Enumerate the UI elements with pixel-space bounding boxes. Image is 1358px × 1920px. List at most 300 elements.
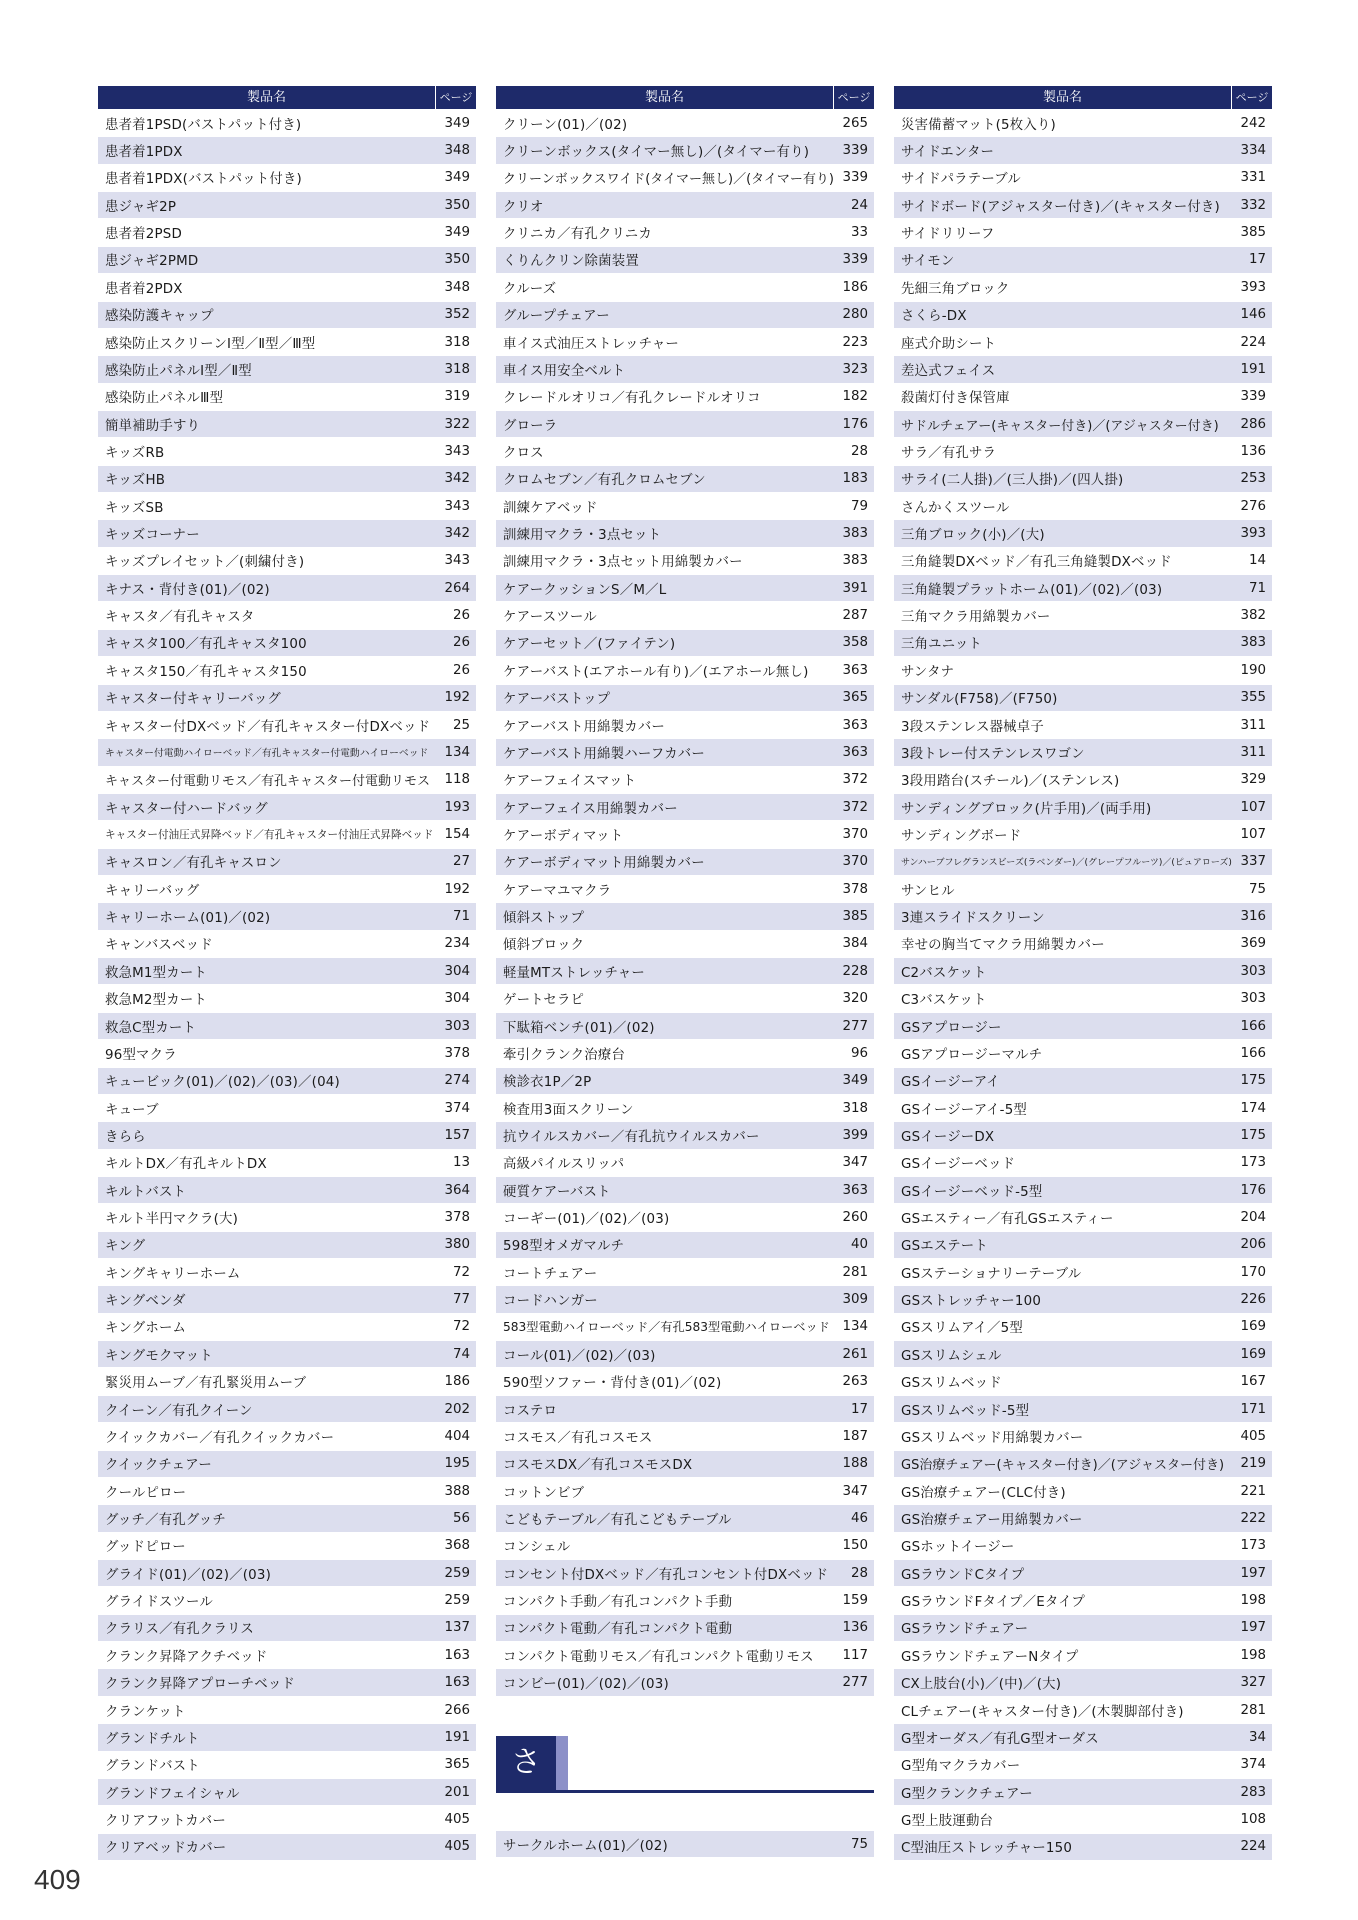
table-row [98, 1150, 476, 1177]
table-row [98, 1478, 476, 1505]
table-row [98, 849, 476, 876]
product-page: 26 [452, 635, 470, 651]
product-name: サンディングボード [901, 829, 1022, 844]
product-name: クリーンボックス(タイマー無し)／(タイマー有り) [503, 145, 810, 161]
table-row [496, 1505, 874, 1532]
product-page: 378 [444, 1045, 470, 1061]
table-row [894, 466, 1272, 493]
page-number: 409 [34, 1864, 81, 1895]
product-page: 96 [850, 1045, 868, 1061]
product-name: ケアーバスト用綿製ハーフカバー [503, 746, 705, 762]
product-page: 264 [444, 580, 470, 596]
product-name: 感染防止スクリーンⅠ型／Ⅱ型／Ⅲ型 [105, 336, 316, 352]
product-page: 309 [842, 1292, 868, 1308]
product-name: キルトバスト [105, 1184, 187, 1200]
product-page: 191 [444, 1729, 470, 1745]
product-page: 198 [1240, 1647, 1266, 1663]
product-name: グランドバスト [105, 1759, 200, 1775]
product-page: 274 [444, 1073, 470, 1089]
product-page: 352 [444, 307, 470, 323]
product-name: 96型マクラ [105, 1047, 177, 1063]
product-name: さんかくスツール [901, 500, 1010, 516]
product-page: 372 [842, 772, 868, 788]
product-page: 187 [842, 1428, 868, 1444]
table-row [894, 821, 1272, 848]
product-page: 146 [1240, 307, 1266, 323]
table-row [496, 958, 874, 985]
section-heading-sa [496, 1736, 874, 1792]
product-name: G型オーダス／有孔G型オーダス [901, 1731, 1099, 1747]
product-page: 157 [444, 1127, 470, 1143]
product-name: キャスタ100／有孔キャスタ100 [105, 637, 307, 653]
product-name: グランドフェイシャル [105, 1786, 240, 1802]
product-name: 災害備蓄マット(5枚入り) [901, 117, 1056, 133]
product-name: G型上肢運動台 [901, 1813, 994, 1829]
product-page: 175 [1240, 1073, 1266, 1089]
product-name: 患者着1PSD(バストパット付き) [105, 117, 302, 133]
table-row [894, 712, 1272, 739]
product-page: 287 [842, 608, 868, 624]
product-name: サラ／有孔サラ [901, 445, 997, 461]
product-name: 患ジャギ2PMD [105, 254, 199, 270]
product-name: GSスリムシェル [901, 1348, 1002, 1364]
product-page: 108 [1240, 1811, 1266, 1827]
table-row [894, 493, 1272, 520]
table-row [98, 1724, 476, 1751]
table-row [894, 1122, 1272, 1149]
product-page: 363 [842, 1182, 868, 1198]
product-page: 339 [1240, 389, 1266, 405]
table-row [98, 1286, 476, 1313]
product-name: コンパクト電動リモス／有孔コンパクト電動リモス [503, 1649, 814, 1665]
product-page: 40 [850, 1237, 868, 1253]
product-name: サライ(二人掛)／(三人掛)／(四人掛) [901, 473, 1124, 489]
product-name: 三角ユニット [901, 637, 983, 653]
product-page: 322 [444, 416, 470, 432]
product-page: 166 [1240, 1018, 1266, 1034]
table-row [496, 821, 874, 848]
product-name: コットンビブ [503, 1485, 585, 1501]
product-page: 261 [842, 1346, 868, 1362]
product-page: 343 [444, 498, 470, 514]
table-row [98, 931, 476, 958]
product-name: ゲートセラピ [503, 993, 585, 1009]
table-row [894, 1095, 1272, 1122]
product-page: 107 [1240, 827, 1266, 842]
product-page: 350 [444, 197, 470, 213]
index-rows [98, 110, 476, 1861]
table-row [98, 219, 476, 246]
product-name: 差込式フェイス [901, 363, 996, 379]
product-page: 163 [444, 1647, 470, 1663]
table-row [496, 986, 874, 1013]
table-row [894, 1177, 1272, 1204]
product-name: 救急M1型カート [105, 965, 208, 981]
product-page: 374 [1240, 1757, 1266, 1773]
table-row [98, 1423, 476, 1450]
table-row [98, 1095, 476, 1122]
product-name: GSエスティー／有孔GSエスティー [901, 1212, 1114, 1228]
product-page: 370 [842, 827, 868, 842]
product-page: 188 [842, 1456, 868, 1472]
product-page: 204 [1240, 1210, 1266, 1226]
product-page: 222 [1240, 1510, 1266, 1526]
table-row [98, 1505, 476, 1532]
table-row [98, 384, 476, 411]
product-name: 3段トレー付ステンレスワゴン [901, 746, 1085, 762]
product-page: 318 [444, 361, 470, 377]
product-name: 三角縫製プラットホーム(01)／(02)／(03) [901, 582, 1163, 598]
product-page: 163 [444, 1675, 470, 1691]
table-row [496, 1642, 874, 1669]
product-page: 363 [842, 744, 868, 760]
product-page: 167 [1240, 1374, 1266, 1390]
product-name: キナス・背付き(01)／(02) [105, 582, 270, 598]
product-name: キャスター付キャリーバッグ [105, 692, 282, 708]
product-page: 399 [842, 1127, 868, 1143]
product-name: キャスタ150／有孔キャスタ150 [105, 664, 307, 680]
product-name: GSアプロージーマルチ [901, 1047, 1043, 1063]
product-page: 363 [842, 717, 868, 733]
product-name: クランケット [105, 1704, 186, 1720]
product-name: キャリーバッグ [105, 883, 200, 899]
table-row [894, 165, 1272, 192]
product-page: 276 [1240, 498, 1266, 514]
product-name: クイックカバー／有孔クイックカバー [105, 1430, 335, 1446]
table-row [496, 548, 874, 575]
table-row [894, 903, 1272, 930]
product-name: キャスター付DXベッド／有孔キャスター付DXベッド [105, 719, 431, 735]
table-row [894, 1697, 1272, 1724]
product-name: キルトDX／有孔キルトDX [105, 1157, 267, 1173]
product-page: 118 [444, 772, 470, 788]
product-name: GSストレッチャー100 [901, 1294, 1042, 1310]
product-name: クルーズ [503, 281, 557, 297]
table-row [496, 794, 874, 821]
product-name: サイドボード(アジャスター付き)／(キャスター付き) [901, 199, 1220, 215]
table-header [496, 86, 874, 109]
table-row [894, 931, 1272, 958]
product-page: 150 [842, 1538, 868, 1554]
table-row [894, 1423, 1272, 1450]
product-page: 117 [842, 1647, 868, 1663]
table-row [98, 794, 476, 821]
table-row [496, 1478, 874, 1505]
product-name: グループチェアー [503, 309, 610, 325]
product-page: 385 [1240, 225, 1266, 241]
product-name: 患者着2PSD [105, 227, 182, 243]
product-page: 277 [842, 1018, 868, 1034]
product-page: 347 [842, 1483, 868, 1499]
table-row [496, 1204, 874, 1231]
table-row [894, 1232, 1272, 1259]
table-row [894, 1752, 1272, 1779]
product-name: キューブ [105, 1102, 159, 1118]
product-page: 174 [1240, 1100, 1266, 1116]
section-first-entry [496, 1831, 874, 1858]
product-name: キッズRB [105, 445, 165, 461]
table-row [98, 1068, 476, 1095]
product-name: コール(01)／(02)／(03) [503, 1348, 656, 1364]
table-row [894, 1040, 1272, 1067]
product-name: GSラウンドCタイプ [901, 1567, 1025, 1583]
product-name: コステロ [503, 1403, 558, 1419]
product-page: 384 [842, 936, 868, 952]
table-row [894, 356, 1272, 383]
section-underline [496, 1790, 874, 1793]
product-name: GSスリムアイ／5型 [901, 1321, 1023, 1337]
product-page: 318 [842, 1100, 868, 1116]
product-name: C2バスケット [901, 965, 987, 981]
product-page: 72 [452, 1264, 470, 1280]
product-name: クリオ [503, 199, 544, 215]
table-row [496, 1451, 874, 1478]
product-page: 318 [444, 334, 470, 350]
table-row [894, 384, 1272, 411]
table-row [894, 1779, 1272, 1806]
product-name: ケアーフェイスマット [503, 774, 637, 790]
product-name: ケアーマユマクラ [503, 883, 612, 899]
header-page: ページ [1232, 86, 1272, 109]
table-row [98, 466, 476, 493]
product-page: 388 [444, 1483, 470, 1499]
product-name: GSスリムベッド-5型 [901, 1403, 1030, 1419]
table-row [496, 1341, 874, 1368]
product-page: 350 [444, 252, 470, 268]
product-name: 訓練用マクラ・3点セット [503, 528, 662, 544]
table-row [98, 712, 476, 739]
product-page: 349 [444, 115, 470, 131]
table-row [894, 1369, 1272, 1396]
product-page: 327 [1240, 1675, 1266, 1691]
table-row [496, 1669, 874, 1696]
table-row [496, 1122, 874, 1149]
table-row [894, 739, 1272, 766]
product-page: 33 [850, 225, 868, 241]
product-name: コスモス／有孔コスモス [503, 1430, 653, 1446]
product-page: 137 [444, 1620, 470, 1636]
table-row [98, 1615, 476, 1642]
product-name: 3段ステンレス器械卓子 [901, 719, 1044, 735]
product-name: GSラウンドFタイプ／Eタイプ [901, 1595, 1085, 1611]
table-row [98, 1232, 476, 1259]
product-name: コードハンガー [503, 1294, 598, 1310]
table-row [98, 739, 476, 766]
product-page: 331 [1240, 170, 1266, 186]
product-page: 72 [452, 1319, 470, 1335]
product-page: 173 [1240, 1155, 1266, 1171]
table-row [496, 1232, 874, 1259]
product-page: 265 [842, 115, 868, 131]
product-page: 171 [1240, 1401, 1266, 1417]
index-column-3 [894, 86, 1272, 1861]
product-name: クイックチェアー [105, 1458, 212, 1474]
product-page: 197 [1240, 1620, 1266, 1636]
product-name: ケアーフェイス用綿製カバー [503, 801, 678, 817]
product-page: 405 [444, 1839, 470, 1855]
product-page: 176 [1240, 1182, 1266, 1198]
table-row [894, 1068, 1272, 1095]
product-name: GS治療チェアー(CLC付き) [901, 1485, 1066, 1501]
product-page: 304 [444, 991, 470, 1007]
table-row [98, 137, 476, 164]
product-name: クリーン(01)／(02) [503, 117, 628, 133]
product-page: 26 [452, 662, 470, 678]
product-name: 先細三角ブロック [901, 281, 1010, 297]
product-page: 228 [842, 963, 868, 979]
product-page: 195 [444, 1456, 470, 1472]
product-name: 患者着1PDX(バストパット付き) [105, 172, 302, 188]
product-name: 三角ブロック(小)／(大) [901, 528, 1045, 544]
product-page: 253 [1240, 471, 1266, 487]
product-page: 107 [1240, 799, 1266, 815]
table-row [98, 548, 476, 575]
table-row [98, 1013, 476, 1040]
product-name: キャスター付油圧式昇降ベッド／有孔キャスター付油圧式昇降ベッド [105, 829, 434, 841]
table-row [98, 1177, 476, 1204]
table-row [496, 493, 874, 520]
product-page: 226 [1240, 1292, 1266, 1308]
header-product-name: 製品名 [894, 86, 1231, 109]
product-name: キャスタ／有孔キャスタ [105, 610, 255, 626]
product-page: 349 [842, 1073, 868, 1089]
table-row [894, 302, 1272, 329]
table-row [894, 958, 1272, 985]
table-row [894, 1834, 1272, 1861]
table-row [894, 1314, 1272, 1341]
table-row [98, 1806, 476, 1833]
product-page: 329 [1240, 772, 1266, 788]
product-page: 311 [1240, 744, 1266, 760]
product-name: GSアプロージー [901, 1020, 1002, 1036]
product-page: 334 [1240, 143, 1266, 159]
product-page: 303 [444, 1018, 470, 1034]
product-name: キャリーホーム(01)／(02) [105, 911, 271, 927]
index-column-1 [98, 86, 476, 1861]
product-page: 221 [1240, 1483, 1266, 1499]
product-name: 感染防護キャップ [105, 309, 214, 325]
product-name: グライドスツール [105, 1595, 213, 1611]
product-name: サイドリリーフ [901, 227, 995, 243]
product-page: 190 [1240, 662, 1266, 678]
product-page: 201 [444, 1784, 470, 1800]
product-name: GSイージーDX [901, 1129, 995, 1145]
product-name: コンシェル [503, 1540, 571, 1556]
product-name: 598型オメガマルチ [503, 1239, 625, 1255]
product-page: 28 [850, 443, 868, 459]
table-row [894, 794, 1272, 821]
table-row [496, 219, 874, 246]
product-page: 14 [1248, 553, 1266, 569]
product-name: 3段用踏台(スチール)／(ステンレス) [901, 774, 1120, 790]
product-page: 374 [444, 1100, 470, 1116]
table-row [496, 602, 874, 629]
product-name: 高級パイルスリッパ [503, 1157, 625, 1173]
product-name: 軽量MTストレッチャー [503, 965, 645, 981]
table-row [98, 493, 476, 520]
table-row [98, 274, 476, 301]
product-name: コートチェアー [503, 1266, 598, 1282]
product-page: 383 [842, 553, 868, 569]
table-row [894, 192, 1272, 219]
product-page: 46 [850, 1510, 868, 1526]
table-row [98, 821, 476, 848]
product-name: クイーン／有孔クイーン [105, 1403, 253, 1419]
product-name: ケアーボディマット用綿製カバー [503, 856, 705, 872]
product-name: CX上肢台(小)／(中)／(大) [901, 1677, 1062, 1693]
product-name: ケアーバスト用綿製カバー [503, 719, 666, 735]
product-name: 検査用3面スクリーン [503, 1102, 634, 1118]
table-row [496, 903, 874, 930]
product-name: G型角マクラカバー [901, 1759, 1021, 1775]
product-page: 383 [1240, 635, 1266, 651]
table-row [496, 1314, 874, 1341]
product-name: 牽引クランク治療台 [503, 1047, 626, 1063]
product-name: さくら-DX [901, 309, 967, 325]
product-name: クリーンボックスワイド(タイマー無し)／(タイマー有り) [503, 172, 834, 188]
product-page: 316 [1240, 909, 1266, 925]
product-page: 342 [444, 526, 470, 542]
product-name: グライド(01)／(02)／(03) [105, 1567, 272, 1583]
product-name: 緊災用ムーブ／有孔緊災用ムーブ [105, 1376, 307, 1392]
table-row [98, 1779, 476, 1806]
product-page: 382 [1240, 608, 1266, 624]
table-row [496, 630, 874, 657]
table-row [496, 1286, 874, 1313]
product-name: クリニカ／有孔クリニカ [503, 227, 652, 243]
product-name: サンヒル [901, 883, 955, 899]
product-page: 182 [842, 389, 868, 405]
product-page: 319 [444, 389, 470, 405]
product-name: キングモクマット [105, 1348, 213, 1364]
product-name: GS治療チェアー用綿製カバー [901, 1512, 1083, 1528]
table-row [894, 247, 1272, 274]
product-name: キャスロン／有孔キャスロン [105, 856, 282, 872]
table-row [894, 1533, 1272, 1560]
product-page: 193 [444, 799, 470, 815]
product-page: 75 [850, 1836, 868, 1852]
product-name: GSラウンドチェアーNタイプ [901, 1649, 1079, 1665]
table-row [98, 247, 476, 274]
table-row [98, 630, 476, 657]
table-row [98, 767, 476, 794]
product-name: C3バスケット [901, 993, 987, 1009]
table-row [98, 1204, 476, 1231]
product-name: 三角縫製DXベッド／有孔三角縫製DXベッド [901, 555, 1172, 571]
product-name: キッズHB [105, 473, 166, 489]
product-name: クロス [503, 445, 544, 461]
table-row [98, 685, 476, 712]
table-row [496, 356, 874, 383]
index-column-2 [496, 86, 874, 1697]
product-page: 343 [444, 553, 470, 569]
table-row [496, 1068, 874, 1095]
table-row [496, 247, 874, 274]
product-page: 304 [444, 963, 470, 979]
product-name: サンダル(F758)／(F750) [901, 692, 1058, 708]
product-name: キッズコーナー [105, 528, 200, 544]
table-row [496, 192, 874, 219]
section-accent-bar [556, 1736, 568, 1790]
product-name: キュービック(01)／(02)／(03)／(04) [105, 1075, 340, 1091]
product-page: 192 [444, 690, 470, 706]
table-row [496, 931, 874, 958]
product-name: 簡単補助手すり [105, 418, 201, 434]
table-row [98, 1314, 476, 1341]
product-name: きらら [105, 1129, 146, 1145]
product-page: 186 [842, 279, 868, 295]
index-rows [496, 110, 874, 1697]
